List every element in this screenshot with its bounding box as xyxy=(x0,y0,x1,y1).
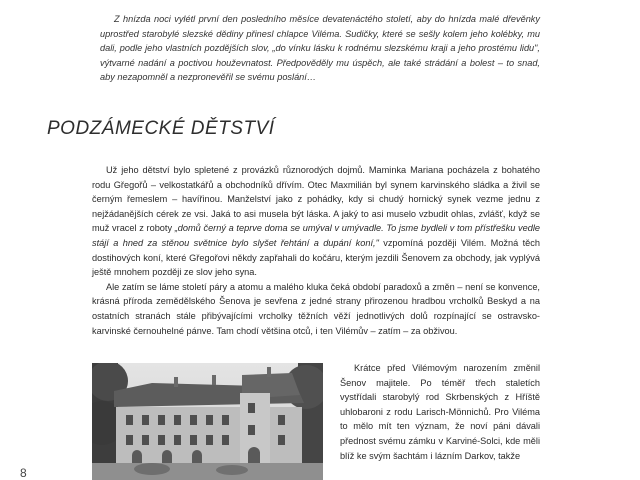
paragraph-2: Ale zatím se láme století páry a atomu a malého kluka čeká období paradoxů a změn – není se konvence, krásná příroda zemědělského Šenova je sevřena z jedné strany přirozenou hradbou vrcholků Beskyd a na ostatních stranách stále přibývajícími vrcholky těžních věží jednotlivých dolů rozpínající se ostravsko-karvinské černouhelné pánve. Tam chodí většina otců, i ten Vilémův – zatím – za obživou. xyxy=(92,281,540,336)
paragraph-3: Krátce před Vilémovým narozením změnil Šenov majitele. Po téměř třech staletích vystřídali starobylý rod Skrbenských z Hříště uhlobaroni z rodu Larisch-Mönnichů. Pro Viléma to mělo mít ten význam, že noví páni dávali přednost svému zámku v Karviné-Solci, kde měli blíž ke svým šachtám i lázním Darkov, takže xyxy=(340,363,540,461)
paragraph-1-quote: „domů černý a teprve doma se umýval v umývadle. To jsme bydleli v tom přístřešku vedle stájí a hned za stěnou světnice bylo slyšet řehtání a dupání koní," xyxy=(92,223,540,248)
paragraph-1-end: vzpomíná později Vilém. Možná těch dostihových koní, které Gřegořovi někdy zapřahali do kočáru, kterým jezdili Šenovem za obchody, jak vyplývá ještě mnohem později ze slov jeho syna. xyxy=(92,237,540,278)
paragraph-1-start: Už jeho dětství bylo spletené z provázků různorodých dojmů. Maminka Mariana pocházela z bohatého rodu Gřegořů – velkostatkářů a obchodníků dřívím. Otec Maxmilián byl synem karvinského sládka a živil se černým řemeslem – havířinou. Manželství jako z pohádky, kdy si chudý hornický synek vezme jednu z nejžádanějších cérek ze vsi. Jaká to asi musela být láska. A jaký to asi muselo vzbudit ohlas, zvlášť, když se muž vracel z roboty xyxy=(92,165,540,234)
intro-paragraph: Z hnízda noci vylétl první den posledního měsíce devatenáctého století, aby do hnízda malé dřevěnky uprostřed starobylé slezské dědiny přinesl chlapce Viléma. Sudičky, které se sešly kolem jeho kolébky, mu dali, podle jeho vlastních pozdějších slov, „do vínku lásku k rodnému slezskému kraji a jeho prostému lidu", výtvarné nadání a poctivou houževnatost. Předpověděly mu úspěch, ale také strádání a bolest – to snad, aby nezapomněl a nezpronevěřil se svému poslání… xyxy=(100,14,540,83)
chateau-illustration xyxy=(92,363,323,480)
page-number: 8 xyxy=(20,466,27,480)
paragraph-1 xyxy=(92,163,540,280)
right-column-text xyxy=(340,361,540,463)
chateau-photo xyxy=(92,363,323,480)
main-text xyxy=(92,163,540,338)
chapter-heading: PODZÁMECKÉ DĚTSTVÍ xyxy=(47,118,275,139)
